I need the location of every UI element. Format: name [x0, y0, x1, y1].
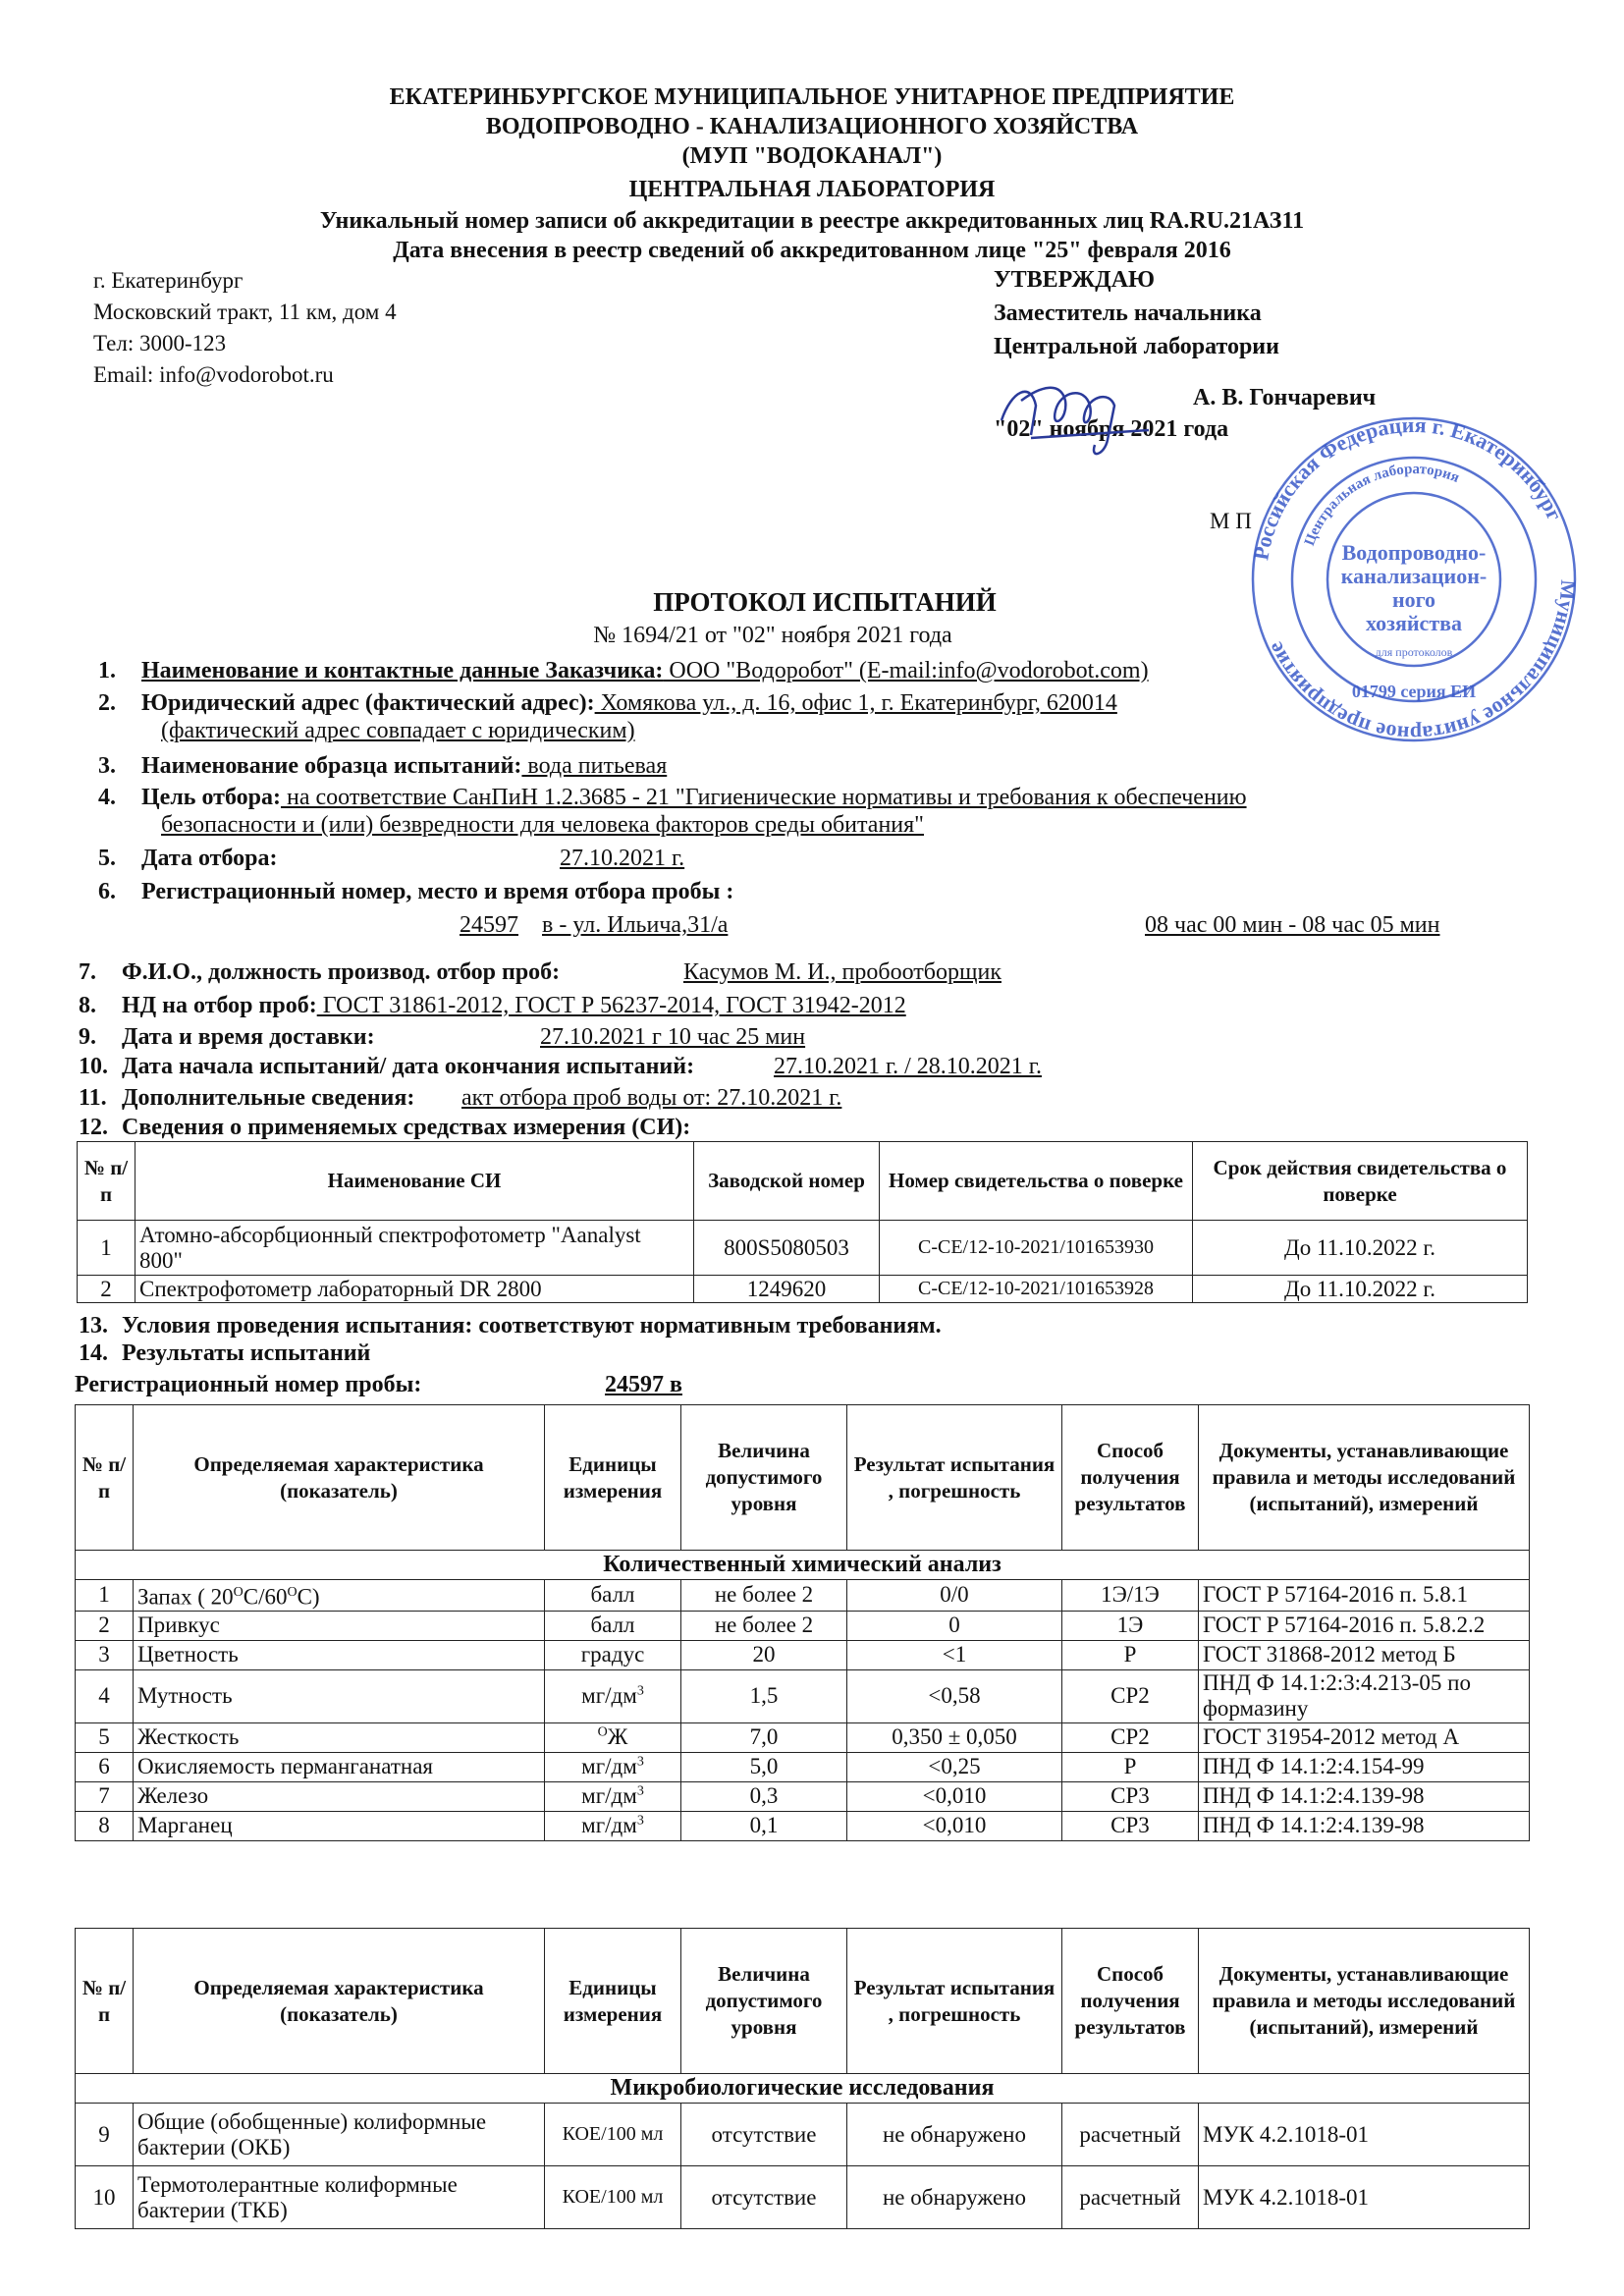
cell-result: <0,010	[847, 1781, 1062, 1811]
results-header-method: Способ получения результатов	[1062, 1405, 1199, 1551]
si-cell-validity: До 11.10.2022 г.	[1193, 1221, 1528, 1276]
results-header-num: № п/п	[76, 1929, 134, 2074]
item-14-label: Результаты испытаний	[122, 1340, 371, 1366]
results-header-parameter: Определяемая характеристика (показатель)	[134, 1405, 545, 1551]
cell-num: 10	[76, 2166, 134, 2229]
cell-num: 4	[76, 1669, 134, 1722]
results-header-result: Результат испытания , погрешность	[847, 1405, 1062, 1551]
approve-position2: Центральной лаборатории	[994, 334, 1279, 359]
cell-limit: 5,0	[681, 1752, 847, 1781]
micro-rows	[76, 2104, 1530, 2229]
item-5: 5. Дата отбора:	[98, 846, 278, 871]
cell-limit: отсутствие	[681, 2166, 847, 2229]
item-1-value: ООО "Водоробот" (E-mail:info@vodorobot.com)	[663, 658, 1149, 683]
cell-document: ГОСТ 31868-2012 метод Б	[1199, 1640, 1530, 1669]
cell-method: 1Э/1Э	[1062, 1580, 1199, 1612]
item-8-value: ГОСТ 31861-2012, ГОСТ Р 56237-2014, ГОСТ 31942-2012	[316, 993, 906, 1018]
table-row	[76, 1781, 1530, 1811]
results-header	[76, 1405, 1530, 1551]
stamp-serial: 01799 серия ЕИ	[1351, 682, 1477, 701]
cell-units: $мг/дм^3$	[545, 1669, 681, 1722]
accreditation-date: Дата внесения в реестр сведений об аккредитованном лице "25" февраля 2016	[393, 238, 1231, 263]
protocol-number: № 1694/21 от "02" ноября 2021 года	[593, 623, 952, 648]
table-row	[76, 2104, 1530, 2166]
mp-label: М П	[1210, 509, 1252, 533]
cell-units: КОЕ/100 мл	[545, 2166, 681, 2229]
chemical-rows	[76, 1580, 1530, 1841]
table-row	[76, 1669, 1530, 1722]
cell-num: 7	[76, 1781, 134, 1811]
section-row	[76, 2074, 1530, 2104]
item-2-label: Юридический адрес (фактический адрес):	[141, 690, 595, 716]
cell-limit: не более 2	[681, 1580, 847, 1612]
stamp-center4: хозяйства	[1365, 611, 1463, 635]
table-row	[78, 1276, 1528, 1303]
address-street: Московский тракт, 11 км, дом 4	[93, 300, 397, 324]
cell-units: $мг/дм^3$	[545, 1811, 681, 1840]
cell-result: 0,350 ± 0,050	[847, 1722, 1062, 1752]
sample-reg-value: 24597 в	[605, 1372, 682, 1397]
cell-units: $мг/дм^3$	[545, 1781, 681, 1811]
cell-units: балл	[545, 1580, 681, 1612]
cell-num: 5	[76, 1722, 134, 1752]
section-micro: Микробиологические исследования	[76, 2074, 1530, 2104]
official-stamp	[1247, 412, 1581, 746]
si-table-header	[78, 1142, 1528, 1221]
cell-document: ПНД Ф 14.1:2:4.154-99	[1199, 1752, 1530, 1781]
results-header-units: Единицы измерения	[545, 1405, 681, 1551]
item-12: 12. Сведения о применяемых средствах измерения (СИ):	[79, 1115, 691, 1140]
address-email: Email: info@vodorobot.ru	[93, 362, 334, 387]
approval-block	[994, 263, 1279, 363]
address-phone: Тел: 3000-123	[93, 331, 227, 355]
cell-method: СР3	[1062, 1811, 1199, 1840]
cell-document: МУК 4.2.1018-01	[1199, 2104, 1530, 2166]
si-cell-serial: 800S5080503	[694, 1221, 880, 1276]
cell-num: 8	[76, 1811, 134, 1840]
cell-method: расчетный	[1062, 2104, 1199, 2166]
table-row	[76, 1722, 1530, 1752]
stamp-center1: Водопроводно-	[1341, 540, 1487, 565]
si-cell-name: Атомно-абсорбционный спектрофотометр "Aanalyst 800"	[135, 1221, 694, 1276]
org-name-line2: ВОДОПРОВОДНО - КАНАЛИЗАЦИОННОГО ХОЗЯЙСТВА	[485, 114, 1139, 139]
results-header-documents: Документы, устанавливающие правила и методы исследований (испытаний), измерений	[1199, 1929, 1530, 2074]
org-name-line1: ЕКАТЕРИНБУРГСКОЕ МУНИЦИПАЛЬНОЕ УНИТАРНОЕ ПРЕДПРИЯТИЕ	[389, 84, 1235, 110]
results-header-result: Результат испытания , погрешность	[847, 1929, 1062, 2074]
approval-date: "02" ноября 2021 года	[994, 416, 1229, 442]
si-table	[77, 1141, 1528, 1303]
signature-image	[992, 361, 1168, 469]
cell-parameter: Термотолерантные колиформные бактерии (ТКБ)	[134, 2166, 545, 2229]
item-14: 14. Результаты испытаний	[79, 1340, 371, 1366]
cell-limit: 20	[681, 1640, 847, 1669]
item-4: 4. Цель отбора: на соответствие СанПиН 1.2.3685 - 21 "Гигиенические нормативы и требования к обеспечению	[98, 785, 1247, 810]
cell-method: СР2	[1062, 1722, 1199, 1752]
cell-method: Р	[1062, 1640, 1199, 1669]
chemical-results-table	[75, 1404, 1530, 1841]
cell-document: ПНД Ф 14.1:2:3:4.213-05 по формазину	[1199, 1669, 1530, 1722]
si-cell-num: 2	[78, 1276, 135, 1303]
si-cell-certificate: С-СЕ/12-10-2021/101653930	[880, 1221, 1193, 1276]
item-9-label: Дата и время доставки:	[122, 1024, 375, 1050]
cell-result: не обнаружено	[847, 2104, 1062, 2166]
cell-limit: 0,3	[681, 1781, 847, 1811]
item-11-label: Дополнительные сведения:	[122, 1085, 415, 1111]
table-row	[78, 1221, 1528, 1276]
cell-units: КОЕ/100 мл	[545, 2104, 681, 2166]
stamp-outer-bottom: Муниципальное унитарное предприятие	[1262, 578, 1581, 746]
cell-result: 0/0	[847, 1580, 1062, 1612]
cell-result: <0,25	[847, 1752, 1062, 1781]
table-row	[76, 1640, 1530, 1669]
results-header-units: Единицы измерения	[545, 1929, 681, 2074]
cell-parameter: Привкус	[134, 1611, 545, 1640]
cell-parameter: Железо	[134, 1781, 545, 1811]
item-9: 9. Дата и время доставки:	[79, 1024, 375, 1050]
cell-method: СР2	[1062, 1669, 1199, 1722]
stamp-center3: ного	[1391, 587, 1436, 612]
cell-units: $мг/дм^3$	[545, 1752, 681, 1781]
cell-document: ПНД Ф 14.1:2:4.139-98	[1199, 1781, 1530, 1811]
micro-results-table	[75, 1928, 1530, 2229]
lab-name: ЦЕНТРАЛЬНАЯ ЛАБОРАТОРИЯ	[628, 177, 996, 202]
org-short-name: (МУП "ВОДОКАНАЛ")	[681, 143, 943, 169]
table-row	[76, 1811, 1530, 1840]
item-9-value: 27.10.2021 г 10 час 25 мин	[540, 1024, 806, 1050]
stamp-outer-top: Российская Федерация г. Екатеринбург	[1248, 412, 1568, 563]
address-block	[93, 265, 397, 391]
section-chemical: Количественный химический анализ	[76, 1551, 1530, 1580]
cell-limit: не более 2	[681, 1611, 847, 1640]
item-3-value: вода питьевая	[521, 753, 668, 779]
cell-num: 2	[76, 1611, 134, 1640]
cell-num: 9	[76, 2104, 134, 2166]
cell-limit: отсутствие	[681, 2104, 847, 2166]
item-7: 7. Ф.И.О., должность производ. отбор проб:	[79, 959, 561, 985]
item-6: 6. Регистрационный номер, место и время отбора пробы :	[98, 879, 734, 904]
cell-parameter: Цветность	[134, 1640, 545, 1669]
cell-limit: 1,5	[681, 1669, 847, 1722]
item-8: 8. НД на отбор проб: ГОСТ 31861-2012, ГОСТ Р 56237-2014, ГОСТ 31942-2012	[79, 993, 906, 1018]
table-row	[76, 2166, 1530, 2229]
results-header	[76, 1929, 1530, 2074]
cell-parameter: Мутность	[134, 1669, 545, 1722]
cell-parameter: Марганец	[134, 1811, 545, 1840]
item-5-value: 27.10.2021 г.	[560, 846, 685, 871]
cell-num: 3	[76, 1640, 134, 1669]
cell-units: $^О$Ж	[545, 1722, 681, 1752]
item-2-value: Хомякова ул., д. 16, офис 1, г. Екатеринбург, 620014	[594, 690, 1117, 716]
cell-document: МУК 4.2.1018-01	[1199, 2166, 1530, 2229]
item-11-value: акт отбора проб воды от: 27.10.2021 г.	[461, 1085, 842, 1111]
cell-document: ГОСТ Р 57164-2016 п. 5.8.2.2	[1199, 1611, 1530, 1640]
cell-parameter: Запах ( $20^ОС/60^ОС$)	[134, 1580, 545, 1612]
item-1: 1. Наименование и контактные данные Заказчика: ООО "Водоробот" (E-mail:info@vodorobot.com)	[98, 658, 1149, 683]
item-7-value: Касумов М. И., пробоотборщик	[683, 959, 1001, 985]
protocol-title: ПРОТОКОЛ ИСПЫТАНИЙ	[653, 587, 997, 617]
cell-parameter: Окисляемость перманганатная	[134, 1752, 545, 1781]
si-header-validity: Срок действия свидетельства о поверке	[1193, 1142, 1528, 1221]
si-header-num: № п/п	[78, 1142, 135, 1221]
results-header-parameter: Определяемая характеристика (показатель)	[134, 1929, 545, 2074]
cell-result: <0,010	[847, 1811, 1062, 1840]
item-4-value2: безопасности и (или) безвредности для человека факторов среды обитания"	[161, 812, 924, 838]
item-6-time: 08 час 00 мин - 08 час 05 мин	[1145, 912, 1440, 938]
item-3: 3. Наименование образца испытаний: вода питьевая	[98, 753, 668, 779]
approve-title: УТВЕРЖДАЮ	[994, 267, 1156, 293]
sample-reg-label: Регистрационный номер пробы:	[75, 1372, 422, 1397]
cell-result: <1	[847, 1640, 1062, 1669]
cell-result: <0,58	[847, 1669, 1062, 1722]
cell-method: СР3	[1062, 1781, 1199, 1811]
si-cell-name: Спектрофотометр лабораторный DR 2800	[135, 1276, 694, 1303]
item-6-place: в - ул. Ильича,31/а	[542, 912, 729, 938]
cell-method: Р	[1062, 1752, 1199, 1781]
item-4-label: Цель отбора:	[141, 785, 281, 810]
cell-limit: 7,0	[681, 1722, 847, 1752]
approver-name: А. В. Гончаревич	[1193, 385, 1377, 410]
address-city: г. Екатеринбург	[93, 268, 244, 293]
cell-parameter: Жесткость	[134, 1722, 545, 1752]
section-row	[76, 1551, 1530, 1580]
results-header-method: Способ получения результатов	[1062, 1929, 1199, 2074]
approve-position1: Заместитель начальника	[994, 301, 1262, 326]
cell-document: ГОСТ 31954-2012 метод А	[1199, 1722, 1530, 1752]
item-6-reg: 24597	[460, 912, 518, 938]
item-5-label: Дата отбора:	[141, 846, 278, 871]
si-header-certificate: Номер свидетельства о поверке	[880, 1142, 1193, 1221]
table-row	[76, 1611, 1530, 1640]
item-12-label: Сведения о применяемых средствах измерения (СИ):	[122, 1115, 691, 1140]
item-4-value: на соответствие СанПиН 1.2.3685 - 21 "Гигиенические нормативы и требования к обеспечению	[280, 785, 1247, 810]
stamp-inner: Центральная лаборатория	[1301, 461, 1462, 549]
cell-method: 1Э	[1062, 1611, 1199, 1640]
cell-document: ГОСТ Р 57164-2016 п. 5.8.1	[1199, 1580, 1530, 1612]
table-row	[76, 1752, 1530, 1781]
cell-document: ПНД Ф 14.1:2:4.139-98	[1199, 1811, 1530, 1840]
cell-result: 0	[847, 1611, 1062, 1640]
item-13: 13. Условия проведения испытания: соответствуют нормативным требованиям.	[79, 1313, 942, 1339]
item-11: 11. Дополнительные сведения:	[79, 1085, 415, 1111]
accreditation-number: Уникальный номер записи об аккредитации в реестре аккредитованных лиц RA.RU.21АЗ11	[319, 208, 1305, 234]
item-2-note: (фактический адрес совпадает с юридическим)	[161, 718, 635, 743]
cell-units: градус	[545, 1640, 681, 1669]
stamp-center2: канализацион-	[1340, 564, 1488, 588]
cell-num: 6	[76, 1752, 134, 1781]
item-2: 2. Юридический адрес (фактический адрес): Хомякова ул., д. 16, офис 1, г. Екатеринбург, 620014	[98, 690, 1117, 716]
results-header-limit: Величина допустимого уровня	[681, 1929, 847, 2074]
results-header-documents: Документы, устанавливающие правила и методы исследований (испытаний), измерений	[1199, 1405, 1530, 1551]
si-cell-certificate: С-СЕ/12-10-2021/101653928	[880, 1276, 1193, 1303]
item-10-value: 27.10.2021 г. / 28.10.2021 г.	[774, 1054, 1042, 1079]
si-cell-num: 1	[78, 1221, 135, 1276]
cell-units: балл	[545, 1611, 681, 1640]
item-6-label: Регистрационный номер, место и время отбора пробы :	[141, 879, 734, 904]
results-header-limit: Величина допустимого уровня	[681, 1405, 847, 1551]
si-header-name: Наименование СИ	[135, 1142, 694, 1221]
si-cell-validity: До 11.10.2022 г.	[1193, 1276, 1528, 1303]
results-header-num: № п/п	[76, 1405, 134, 1551]
stamp-small: для протоколов	[1375, 645, 1453, 659]
cell-method: расчетный	[1062, 2166, 1199, 2229]
si-cell-serial: 1249620	[694, 1276, 880, 1303]
cell-num: 1	[76, 1580, 134, 1612]
cell-limit: 0,1	[681, 1811, 847, 1840]
item-10: 10. Дата начала испытаний/ дата окончания испытаний:	[79, 1054, 695, 1079]
cell-result: не обнаружено	[847, 2166, 1062, 2229]
item-13-label: Условия проведения испытания: соответствуют нормативным требованиям.	[122, 1313, 942, 1339]
item-3-label: Наименование образца испытаний:	[141, 753, 522, 779]
item-8-label: НД на отбор проб:	[122, 993, 317, 1018]
si-header-serial: Заводской номер	[694, 1142, 880, 1221]
cell-parameter: Общие (обобщенные) колиформные бактерии (ОКБ)	[134, 2104, 545, 2166]
svg-text:Центральная лаборатория	[1302, 462, 1462, 548]
item-1-label: Наименование и контактные данные Заказчика:	[141, 658, 664, 683]
table-row	[76, 1580, 1530, 1612]
item-10-label: Дата начала испытаний/ дата окончания испытаний:	[122, 1054, 695, 1079]
item-7-label: Ф.И.О., должность производ. отбор проб:	[122, 959, 561, 985]
